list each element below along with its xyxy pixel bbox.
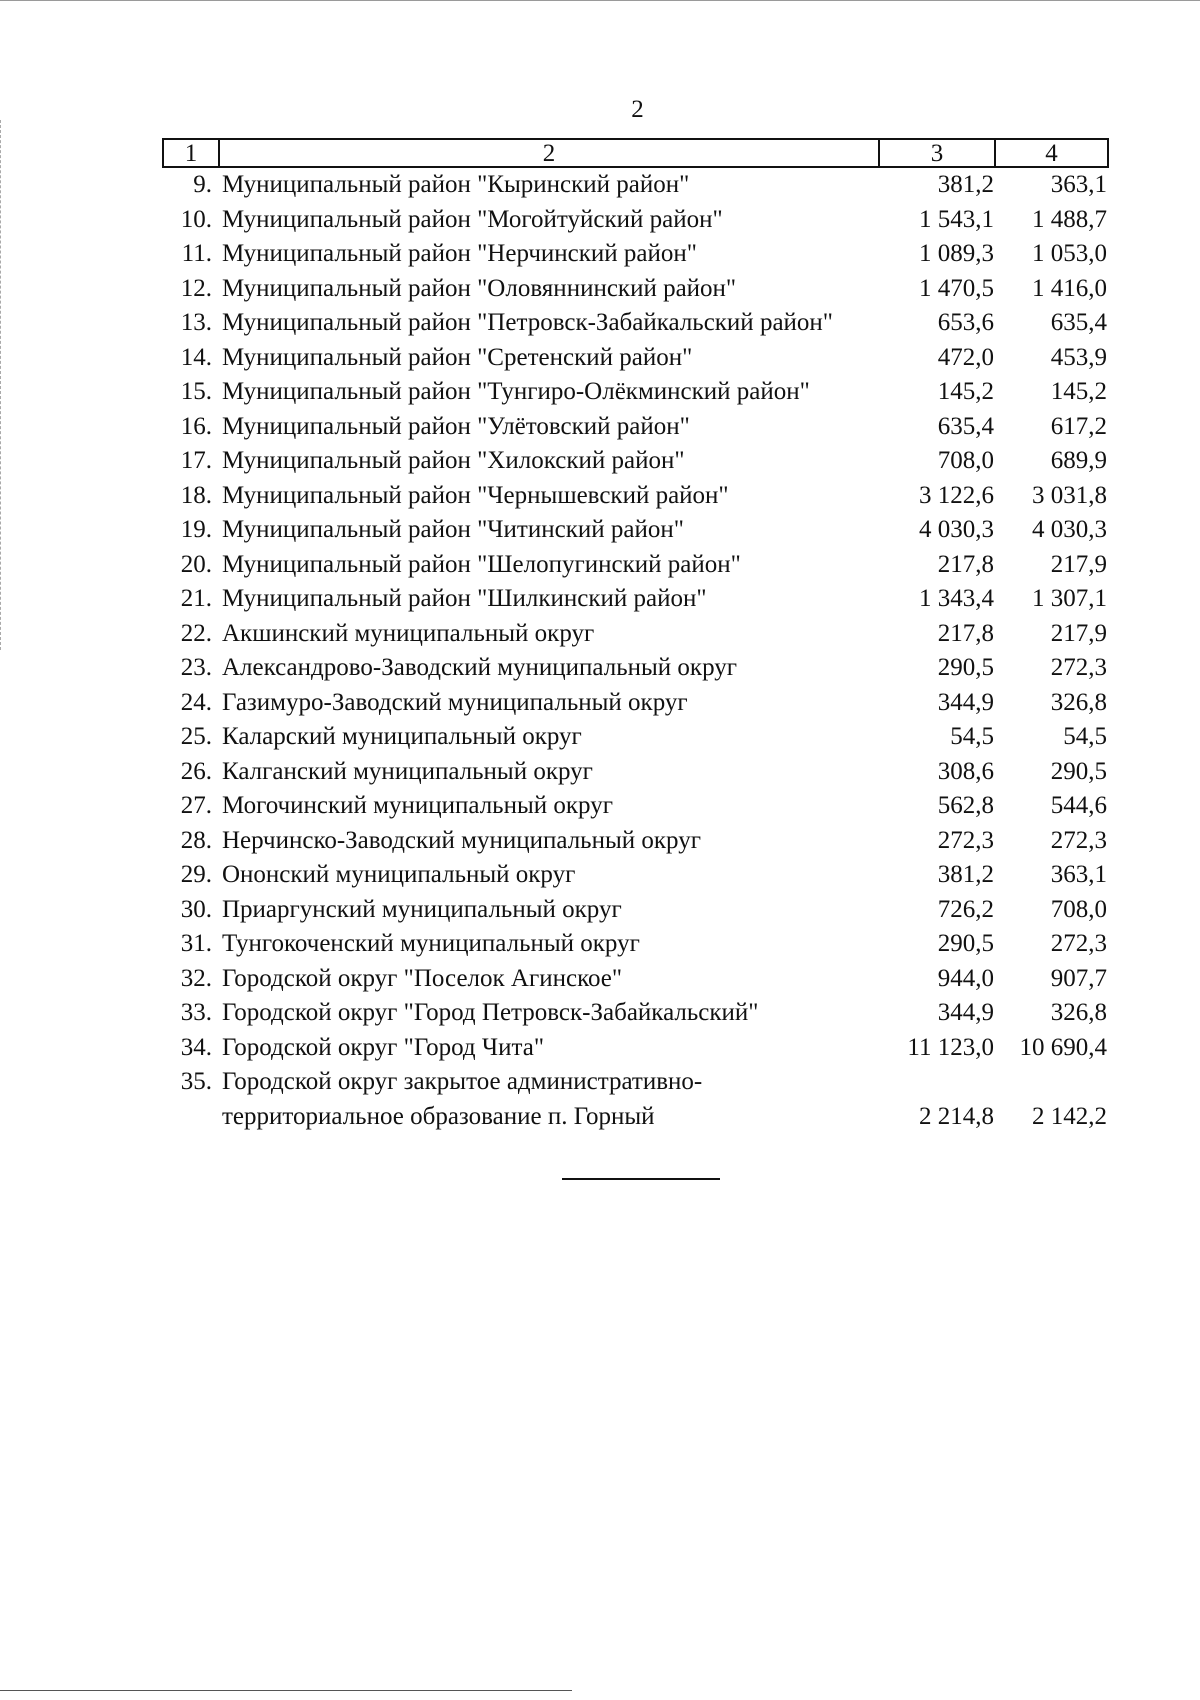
value-col-4: 217,9 — [1050, 550, 1107, 578]
municipality-name-line: Городской округ "Город Петровск-Забайкальский" — [222, 999, 759, 1026]
row-number: 32. — [180, 964, 212, 992]
row-number: 23. — [180, 654, 212, 681]
value-col-4: 363,1 — [1050, 171, 1107, 198]
value-col-3: 3 122,6 — [919, 481, 994, 509]
value-col-3: 562,8 — [937, 792, 994, 819]
municipality-name-line: Муниципальный район "Читинский район" — [222, 516, 684, 543]
table-row — [162, 203, 1109, 238]
value-col-4: 326,8 — [1050, 999, 1107, 1026]
municipality-name — [218, 341, 878, 376]
table-row — [162, 686, 1109, 721]
municipality-name — [218, 962, 878, 997]
municipality-name — [218, 927, 878, 962]
municipality-name-line: Калганский муниципальный округ — [222, 757, 593, 785]
row-number: 12. — [180, 274, 212, 302]
value-col-4: 1 053,0 — [1032, 240, 1107, 267]
municipality-name-line: территориальное образование п. Горный — [222, 1102, 655, 1130]
header-col-4: 4 — [1045, 140, 1058, 167]
row-number: 28. — [180, 826, 212, 854]
value-col-3: 290,5 — [937, 930, 994, 957]
row-number: 34. — [180, 1033, 212, 1061]
municipality-name — [218, 203, 878, 238]
value-col-4: 363,1 — [1050, 861, 1107, 888]
municipality-name-line: Муниципальный район "Шелопугинский район" — [222, 550, 741, 578]
row-number: 9. — [193, 171, 212, 198]
value-col-3: 217,8 — [937, 550, 994, 578]
value-col-3: 217,8 — [937, 619, 994, 647]
value-col-3: 635,4 — [937, 412, 994, 440]
municipality-name-line: Могочинский муниципальный округ — [222, 792, 613, 819]
municipality-name-line: Муниципальный район "Могойтуйский район" — [222, 205, 723, 233]
end-rule — [562, 1178, 720, 1180]
municipality-name-line: Городской округ закрытое административно- — [222, 1068, 703, 1095]
row-number: 19. — [180, 516, 212, 543]
value-col-3: 308,6 — [937, 757, 994, 785]
municipality-name-line: Городской округ "Поселок Агинское" — [222, 964, 623, 992]
municipality-name-line: Приаргунский муниципальный округ — [222, 895, 622, 923]
value-col-3: 11 123,0 — [907, 1033, 994, 1061]
header-col-1: 1 — [164, 140, 220, 166]
table-row — [162, 341, 1109, 376]
value-col-3: 944,0 — [937, 964, 994, 992]
table-row — [162, 789, 1109, 824]
municipality-name-line: Каларский муниципальный округ — [222, 723, 582, 750]
municipality-name-line: Александрово-Заводский муниципальный округ — [222, 654, 737, 681]
table-row — [162, 237, 1109, 272]
row-number: 20. — [180, 550, 212, 578]
table-row — [162, 617, 1109, 652]
value-col-4: 1 416,0 — [1032, 274, 1107, 302]
value-col-4: 217,9 — [1050, 619, 1107, 647]
table-row — [162, 927, 1109, 962]
value-col-3: 1 089,3 — [919, 240, 994, 267]
row-number: 33. — [180, 999, 212, 1026]
data-table — [162, 138, 1109, 1134]
table-row — [162, 1065, 1109, 1134]
header-col-2: 2 — [220, 140, 880, 166]
municipality-name-line: Муниципальный район "Оловяннинский район" — [222, 274, 737, 302]
value-col-3: 4 030,3 — [919, 516, 994, 543]
value-col-4: 617,2 — [1050, 412, 1107, 440]
row-number: 31. — [180, 930, 212, 957]
table-row — [162, 824, 1109, 859]
municipality-name-line: Муниципальный район "Нерчинский район" — [222, 240, 697, 267]
row-number: 14. — [180, 343, 212, 371]
row-number: 24. — [180, 688, 212, 716]
row-number: 35. — [180, 1068, 212, 1095]
municipality-name-line: Муниципальный район "Хилокский район" — [222, 447, 685, 474]
municipality-name — [218, 651, 878, 686]
value-col-4: 3 031,8 — [1032, 481, 1107, 509]
municipality-name — [218, 858, 878, 893]
value-col-4: 4 030,3 — [1032, 516, 1107, 543]
value-col-4: 272,3 — [1050, 826, 1107, 854]
value-col-3: 708,0 — [937, 447, 994, 474]
municipality-name — [218, 1065, 878, 1134]
value-col-4: 708,0 — [1050, 895, 1107, 923]
municipality-name — [218, 237, 878, 272]
row-number: 15. — [180, 378, 212, 405]
value-col-3: 472,0 — [937, 343, 994, 371]
row-number: 18. — [180, 481, 212, 509]
value-col-4: 290,5 — [1050, 757, 1107, 785]
value-col-4: 453,9 — [1050, 343, 1107, 371]
municipality-name-line: Ононский муниципальный округ — [222, 861, 576, 888]
value-col-3: 290,5 — [937, 654, 994, 681]
table-row — [162, 444, 1109, 479]
municipality-name — [218, 582, 878, 617]
table-row — [162, 375, 1109, 410]
scan-edge-left — [0, 120, 1, 650]
row-number: 13. — [180, 309, 212, 336]
value-col-4: 326,8 — [1050, 688, 1107, 716]
value-col-4: 10 690,4 — [1019, 1033, 1107, 1061]
value-col-3: 1 343,4 — [919, 585, 994, 612]
table-row — [162, 996, 1109, 1031]
table-row — [162, 306, 1109, 341]
municipality-name-line: Муниципальный район "Сретенский район" — [222, 343, 693, 371]
value-col-3: 2 214,8 — [919, 1102, 994, 1130]
row-number: 16. — [180, 412, 212, 440]
value-col-3: 344,9 — [937, 999, 994, 1026]
value-col-4: 689,9 — [1050, 447, 1107, 474]
municipality-name-line: Газимуро-Заводский муниципальный округ — [222, 688, 688, 716]
table-row — [162, 410, 1109, 445]
table-row — [162, 548, 1109, 583]
municipality-name — [218, 755, 878, 790]
page-number: 2 — [631, 96, 644, 123]
municipality-name — [218, 513, 878, 548]
municipality-name-line: Муниципальный район "Чернышевский район" — [222, 481, 729, 509]
municipality-name — [218, 893, 878, 928]
table-row — [162, 893, 1109, 928]
scan-edge-top — [0, 0, 1200, 1]
table-row — [162, 651, 1109, 686]
value-col-4: 1 488,7 — [1032, 205, 1107, 233]
value-col-3: 1 470,5 — [919, 274, 994, 302]
municipality-name-line: Муниципальный район "Шилкинский район" — [222, 585, 707, 612]
value-col-3: 381,2 — [937, 171, 994, 198]
row-number: 29. — [180, 861, 212, 888]
value-col-4: 54,5 — [1063, 723, 1107, 750]
municipality-name — [218, 686, 878, 721]
municipality-name — [218, 617, 878, 652]
row-number: 30. — [180, 895, 212, 923]
municipality-name — [218, 996, 878, 1031]
municipality-name-line: Муниципальный район "Кыринский район" — [222, 171, 690, 198]
row-number: 22. — [180, 619, 212, 647]
value-col-4: 635,4 — [1050, 309, 1107, 336]
value-col-4: 907,7 — [1050, 964, 1107, 992]
municipality-name — [218, 375, 878, 410]
municipality-name — [218, 168, 878, 203]
value-col-4: 1 307,1 — [1032, 585, 1107, 612]
municipality-name — [218, 410, 878, 445]
municipality-name-line: Городской округ "Город Чита" — [222, 1033, 545, 1061]
value-col-3: 1 543,1 — [919, 205, 994, 233]
value-col-3: 344,9 — [937, 688, 994, 716]
municipality-name — [218, 824, 878, 859]
value-col-4: 272,3 — [1050, 654, 1107, 681]
value-col-3: 653,6 — [937, 309, 994, 336]
table-row — [162, 582, 1109, 617]
municipality-name-line: Муниципальный район "Петровск-Забайкальский район" — [222, 309, 833, 336]
table-row — [162, 962, 1109, 997]
municipality-name — [218, 444, 878, 479]
value-col-3: 272,3 — [937, 826, 994, 854]
value-col-3: 145,2 — [937, 378, 994, 405]
value-col-3: 54,5 — [950, 723, 994, 750]
row-number: 10. — [180, 205, 212, 233]
table-row — [162, 858, 1109, 893]
table-header — [162, 138, 1109, 168]
value-col-4: 544,6 — [1050, 792, 1107, 819]
municipality-name-line: Акшинский муниципальный округ — [222, 619, 595, 647]
municipality-name-line: Муниципальный район "Тунгиро-Олёкминский район" — [222, 378, 810, 405]
value-col-3: 381,2 — [937, 861, 994, 888]
municipality-name-line: Тунгокоченский муниципальный округ — [222, 930, 640, 957]
municipality-name — [218, 1031, 878, 1066]
table-row — [162, 1031, 1109, 1066]
table-row — [162, 513, 1109, 548]
value-col-3: 726,2 — [937, 895, 994, 923]
row-number: 17. — [180, 447, 212, 474]
row-number: 25. — [180, 723, 212, 750]
municipality-name — [218, 306, 878, 341]
table-body — [162, 168, 1109, 1134]
table-row — [162, 755, 1109, 790]
municipality-name — [218, 548, 878, 583]
municipality-name — [218, 789, 878, 824]
value-col-4: 2 142,2 — [1032, 1102, 1107, 1130]
table-row — [162, 272, 1109, 307]
row-number: 11. — [181, 240, 212, 267]
value-col-4: 145,2 — [1050, 378, 1107, 405]
table-row — [162, 168, 1109, 203]
row-number: 27. — [180, 792, 212, 819]
municipality-name-line: Нерчинско-Заводский муниципальный округ — [222, 826, 701, 854]
municipality-name-line: Муниципальный район "Улётовский район" — [222, 412, 690, 440]
municipality-name — [218, 720, 878, 755]
municipality-name — [218, 272, 878, 307]
header-col-3: 3 — [880, 140, 996, 166]
value-col-4: 272,3 — [1050, 930, 1107, 957]
municipality-name — [218, 479, 878, 514]
row-number: 26. — [180, 757, 212, 785]
row-number: 21. — [180, 585, 212, 612]
table-row — [162, 479, 1109, 514]
table-row — [162, 720, 1109, 755]
scan-edge-bottom — [0, 1690, 572, 1691]
